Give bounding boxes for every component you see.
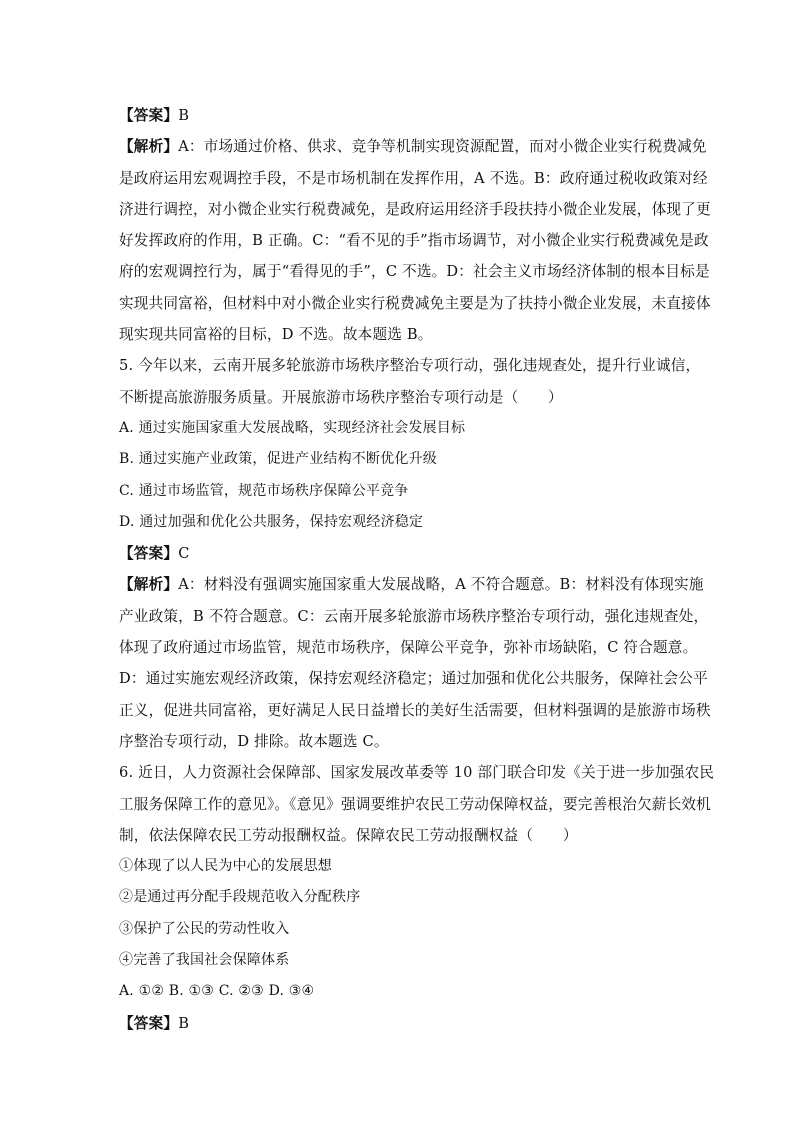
- q6-statement-2: ②是通过再分配手段规范收入分配秩序: [119, 889, 361, 906]
- q6-statement-3: ③保护了公民的劳动性收入: [119, 920, 290, 937]
- q5-analysis-line-1: [119, 569, 704, 600]
- q6-answer-line: [119, 1008, 679, 1039]
- q6-stem-line-2: 工服务保障工作的意见》。《意见》强调要维护农民工劳动保障权益，要完善根治欠薪长效机: [119, 795, 711, 813]
- q5-analysis-line-3: 体现了政府通过市场监管，规范市场秩序，保障公平竞争，弥补市场缺陷，C 符合题意。: [119, 639, 698, 657]
- q4-analysis-line-5: 府的宏观调控行为，属于“看得见的手”，C 不选。D：社会主义市场经济体制的根本目标是: [119, 263, 710, 281]
- q5-option-d: D. 通过加强和优化公共服务，保持宏观经济稳定: [119, 513, 424, 530]
- analysis-text: A：市场通过价格、供求、竞争等机制实现资源配置，而对小微企业实行税费减免: [178, 138, 707, 156]
- q4-analysis-line-6: 实现共同富裕，但材料中对小微企业实行税费减免主要是为了扶持小微企业发展，未直接体: [119, 294, 711, 312]
- q4-analysis-line-1: [119, 131, 707, 162]
- q4-analysis-line-7: 现实现共同富裕的目标，D 不选。故本题选 B。: [119, 326, 433, 344]
- answer-value: B: [178, 1014, 190, 1032]
- q5-option-c: C. 通过市场监管，规范市场秩序保障公平竞争: [119, 482, 409, 499]
- q5-analysis-line-6: 序整治专项行动，D 排除。故本题选 C。: [119, 732, 389, 750]
- q5-answer-line: [119, 538, 679, 569]
- q5-option-b: B. 通过实施产业政策，促进产业结构不断优化升级: [119, 451, 437, 468]
- q6-stem-line-1: 6. 近日，人力资源社会保障部、国家发展改革委等 10 部门联合印发《关于进一步加强农民: [119, 764, 715, 782]
- q5-stem-line-1: 5. 今年以来，云南开展多轮旅游市场秩序整治专项行动，强化违规查处，提升行业诚信，: [119, 357, 701, 375]
- answer-value: B: [178, 107, 190, 124]
- q4-analysis-line-3: 济进行调控，对小微企业实行税费减免，是政府运用经济手段扶持小微企业发展，体现了更: [119, 200, 711, 218]
- q6-stem-line-3: 制，依法保障农民工劳动报酬权益。保障农民工劳动报酬权益（ ）: [119, 826, 578, 844]
- analysis-tag: 【解析】: [119, 576, 179, 594]
- analysis-tag: 【解析】: [119, 138, 179, 156]
- q6-statement-1: ①体现了以人民为中心的发展思想: [119, 858, 332, 875]
- answer-tag: 【答案】: [119, 545, 179, 563]
- q5-analysis-line-4: D：通过实施宏观经济政策，保持宏观经济稳定；通过加强和优化公共服务，保障社会公平: [119, 670, 708, 688]
- answer-value: C: [178, 545, 190, 563]
- q4-answer-line: [119, 100, 679, 131]
- q4-analysis-line-2: 是政府运用宏观调控手段，不是市场机制在发挥作用，A 不选。B：政府通过税收政策对经: [119, 169, 708, 187]
- document-page: [119, 100, 715, 1039]
- q5-analysis-line-2: 产业政策，B 不符合题意。C：云南开展多轮旅游市场秩序整治专项行动，强化违规查处，: [119, 607, 709, 625]
- answer-tag: 【答案】: [119, 107, 179, 124]
- q6-choices: A. ①② B. ①③ C. ②③ D. ③④: [119, 983, 315, 1000]
- answer-tag: 【答案】: [119, 1014, 179, 1032]
- q4-analysis-line-4: 好发挥政府的作用，B 正确。C：“看不见的手”指市场调节，对小微企业实行税费减免是政: [119, 232, 709, 250]
- q5-stem-line-2: 不断提高旅游服务质量。开展旅游市场秩序整治专项行动是（ ）: [119, 388, 563, 406]
- q5-analysis-line-5: 正义，促进共同富裕，更好满足人民日益增长的美好生活需要，但材料强调的是旅游市场秩: [119, 701, 711, 719]
- q5-option-a: A. 通过实施国家重大发展战略，实现经济社会发展目标: [119, 419, 466, 436]
- q6-statement-4: ④完善了我国社会保障体系: [119, 952, 290, 969]
- analysis-text: A：材料没有强调实施国家重大发展战略，A 不符合题意。B：材料没有体现实施: [178, 576, 704, 594]
